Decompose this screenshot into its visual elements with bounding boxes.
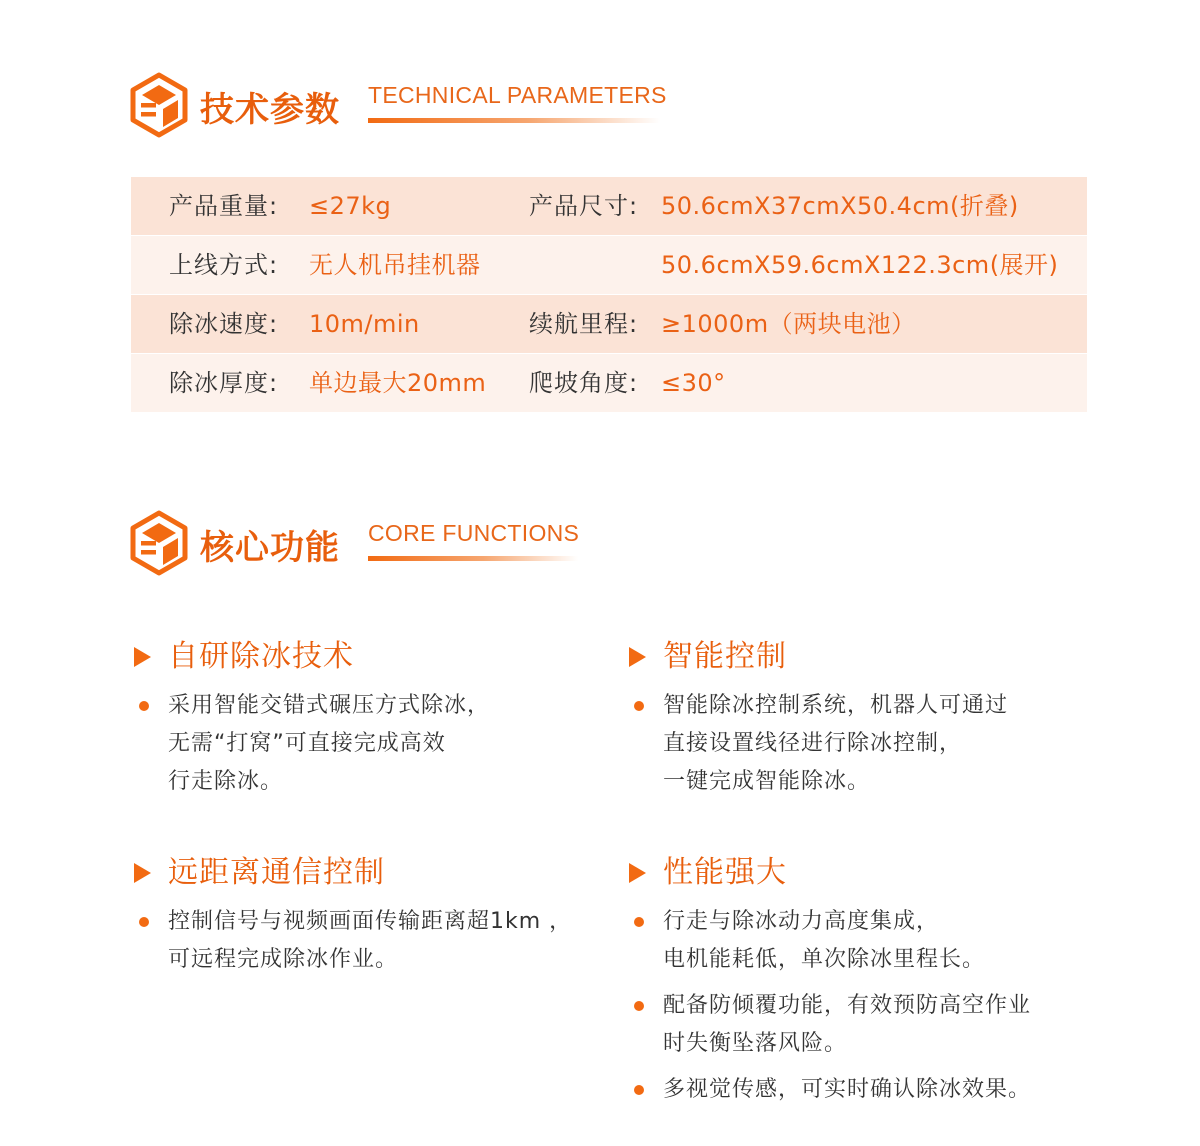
- param-label: 除冰厚度:: [169, 369, 279, 397]
- table-row: [131, 295, 1087, 353]
- list-item: [627, 987, 1097, 1063]
- section-title-core: 核心功能: [200, 528, 340, 568]
- title-underline: [368, 118, 660, 123]
- param-label: 爬坡角度:: [529, 369, 639, 397]
- bullet-dot-icon: [634, 1001, 644, 1011]
- bullet-line: 智能除冰控制系统，机器人可通过: [663, 693, 1009, 718]
- play-triangle-icon: [629, 863, 646, 883]
- param-label: 上线方式:: [169, 251, 279, 279]
- feature-self-research: [132, 637, 602, 801]
- bullet-dot-icon: [634, 1085, 644, 1095]
- title-underline: [368, 556, 578, 561]
- list-item: [627, 903, 1097, 979]
- param-label: 产品重量:: [169, 192, 279, 220]
- bullet-line: 电机能耗低，单次除冰里程长。: [663, 947, 986, 972]
- feature-title-wrap: [132, 637, 602, 677]
- param-label: 除冰速度:: [169, 310, 279, 338]
- feature-smart-control: [627, 637, 1097, 801]
- feature-remote-comm: [132, 853, 602, 979]
- bullet-line: 控制信号与视频画面传输距离超1km ，: [168, 909, 573, 934]
- bullet-line: 行走除冰。: [168, 769, 284, 794]
- bullet-dot-icon: [139, 701, 149, 711]
- bullet-line: 时失衡坠落风险。: [663, 1031, 848, 1056]
- table-row: [131, 354, 1087, 412]
- list-item: [627, 687, 1097, 801]
- feature-title: 远距离通信控制: [168, 855, 385, 890]
- bullet-line: 多视觉传感，可实时确认除冰效果。: [663, 1077, 1032, 1102]
- list-item: [132, 903, 602, 979]
- param-value: ≤27kg: [309, 192, 392, 220]
- feature-title: 性能强大: [663, 855, 787, 890]
- feature-title-wrap: [132, 853, 602, 893]
- feature-title-wrap: [627, 637, 1097, 677]
- bullet-line: 无需“打窝”可直接完成高效: [168, 731, 446, 756]
- play-triangle-icon: [629, 647, 646, 667]
- section-header-tech: [130, 72, 690, 142]
- feature-title: 自研除冰技术: [168, 639, 354, 674]
- cube-box-icon: [130, 72, 188, 138]
- feature-title-wrap: [627, 853, 1097, 893]
- section-subtitle-core: CORE FUNCTIONS: [368, 520, 580, 546]
- bullet-line: 配备防倾覆功能，有效预防高空作业: [663, 993, 1032, 1018]
- bullet-dot-icon: [139, 917, 149, 927]
- param-label: 产品尺寸:: [529, 192, 639, 220]
- feature-performance: [627, 853, 1097, 1109]
- param-label: 续航里程:: [529, 310, 639, 338]
- bullet-line: 一键完成智能除冰。: [663, 769, 871, 794]
- param-value: 50.6cmX37cmX50.4cm(折叠): [661, 192, 1019, 220]
- play-triangle-icon: [134, 647, 151, 667]
- bullet-line: 行走与除冰动力高度集成，: [663, 909, 940, 934]
- section-header-core: [130, 510, 690, 580]
- bullet-line: 直接设置线径进行除冰控制，: [663, 731, 963, 756]
- param-value: 无人机吊挂机器: [309, 251, 481, 279]
- section-subtitle-tech: TECHNICAL PARAMETERS: [368, 82, 667, 108]
- param-value: 50.6cmX59.6cmX122.3cm(展开): [661, 251, 1059, 279]
- list-item: [627, 1071, 1097, 1109]
- table-row: [131, 177, 1087, 235]
- list-item: [132, 687, 602, 801]
- param-value: 单边最大20mm: [309, 369, 487, 397]
- table-row: [131, 236, 1087, 294]
- param-value: 10m/min: [309, 310, 420, 338]
- cube-box-icon: [130, 510, 188, 576]
- section-title-tech: 技术参数: [200, 90, 340, 130]
- bullet-dot-icon: [634, 917, 644, 927]
- feature-title: 智能控制: [663, 639, 787, 674]
- param-value: ≥1000m（两块电池）: [661, 310, 916, 338]
- play-triangle-icon: [134, 863, 151, 883]
- parameter-table: [131, 177, 1087, 413]
- param-value: ≤30°: [661, 369, 726, 397]
- bullet-dot-icon: [634, 701, 644, 711]
- bullet-line: 采用智能交错式碾压方式除冰，: [168, 693, 491, 718]
- bullet-line: 可远程完成除冰作业。: [168, 947, 399, 972]
